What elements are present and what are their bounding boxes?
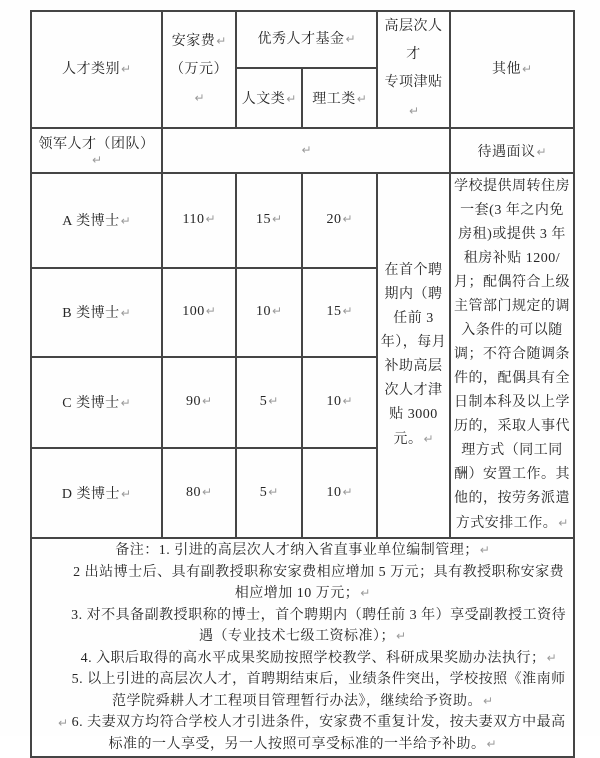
- header-settling-fee: [162, 11, 236, 128]
- doctor-c-humanities: [236, 357, 302, 447]
- doctor-a-category: [31, 173, 162, 268]
- talent-policy-table: [30, 10, 575, 758]
- paragraph-mark-icon: ↵: [342, 484, 353, 499]
- header-humanities: [236, 68, 302, 128]
- note-text-6: 6. 夫妻双方均符合学校人才引进条件，安家费不重复计发，按夫妻双方中最高标准的一人享受，另一人按照可享受标准的一半给予补助。: [71, 715, 566, 752]
- paragraph-mark-icon: ↵: [482, 693, 494, 708]
- header-subsidy: [377, 11, 450, 128]
- header-settling-fee-line2: （万元）: [170, 61, 228, 77]
- notes-prefix: 备注：: [115, 543, 159, 558]
- notes-row: [31, 538, 574, 757]
- note-text-2: 2 出站博士后、具有副教授职称安家费相应增加 5 万元；具有教授职称安家费相应增加 10 万元；: [73, 564, 565, 601]
- paragraph-mark-icon: ↵: [342, 304, 353, 319]
- paragraph-mark-icon: ↵: [360, 586, 371, 600]
- table-row-doctor-a: [31, 173, 574, 268]
- paragraph-mark-icon: ↵: [342, 394, 353, 409]
- paragraph-mark-icon: ↵: [216, 33, 227, 48]
- paragraph-mark-icon: ↵: [486, 736, 497, 751]
- paragraph-mark-icon: ↵: [521, 62, 533, 76]
- note-item-2: [34, 562, 571, 605]
- doctor-d-category-label: D 类博士: [61, 486, 121, 502]
- paragraph-mark-icon: ↵: [558, 516, 569, 530]
- header-excellent-fund-label: 优秀人才基金: [257, 32, 345, 48]
- doctor-c-settling-fee: [162, 357, 236, 447]
- leader-label-cell: [31, 128, 162, 173]
- note-text-1: 1. 引进的高层次人才纳入省直事业单位编制管理；: [158, 543, 479, 558]
- note-item-4: [34, 648, 571, 670]
- doctor-c-category-label: C 类博士: [62, 396, 120, 412]
- doctor-d-settling-fee: [162, 448, 236, 538]
- trailing-paragraph-mark: [57, 714, 68, 732]
- header-other-label: 其他: [491, 62, 521, 77]
- paragraph-mark-icon: ↵: [536, 144, 547, 159]
- paragraph-mark-icon: ↵: [194, 90, 205, 105]
- paragraph-mark-icon: ↵: [121, 486, 132, 501]
- doctor-a-science: [302, 173, 377, 268]
- paragraph-mark-icon: ↵: [58, 716, 69, 730]
- leader-treatment: 待遇面议: [477, 144, 536, 160]
- note-item-6: [34, 712, 571, 755]
- doctor-c-humanities-value: 5: [259, 394, 268, 410]
- paragraph-mark-icon: ↵: [91, 152, 103, 167]
- note-text-5: 5. 以上引进的高层次人才，首聘期结束后，业绩条件突出，学校按照《淮南师范学院舜耕人才工程项目管理暂行办法》，继续给予资助。: [71, 672, 566, 709]
- doctor-d-settling-fee-value: 80: [185, 484, 201, 500]
- paragraph-mark-icon: ↵: [395, 629, 407, 643]
- note-text-4: 4. 入职后取得的高水平成果奖励按照学校教学、科研成果奖励办法执行；: [80, 650, 546, 666]
- doctor-d-humanities-value: 5: [259, 484, 268, 500]
- note-item-1: [34, 540, 571, 562]
- paragraph-mark-icon: ↵: [120, 62, 132, 76]
- note-item-5: [34, 669, 571, 712]
- header-subsidy-line2: 专项津贴: [384, 75, 443, 90]
- paragraph-mark-icon: ↵: [408, 104, 420, 118]
- doctor-b-humanities-value: 10: [255, 304, 271, 320]
- doctor-b-humanities: [236, 268, 302, 357]
- paragraph-mark-icon: ↵: [271, 212, 283, 227]
- doctor-b-science-value: 15: [326, 304, 342, 320]
- doctor-c-category: [31, 357, 162, 447]
- doctor-b-settling-fee-value: 100: [182, 304, 205, 320]
- notes-cell: [31, 538, 574, 757]
- doctor-d-category: [31, 448, 162, 538]
- doctor-c-science: [302, 357, 377, 447]
- paragraph-mark-icon: ↵: [120, 396, 131, 411]
- paragraph-mark-icon: ↵: [271, 304, 283, 319]
- leader-row: [31, 128, 574, 173]
- paragraph-mark-icon: ↵: [268, 484, 279, 499]
- paragraph-mark-icon: ↵: [201, 484, 213, 499]
- paragraph-mark-icon: ↵: [479, 543, 490, 557]
- doctor-a-science-value: 20: [326, 212, 342, 228]
- doctor-b-category-label: B 类博士: [62, 306, 120, 322]
- paragraph-mark-icon: ↵: [201, 394, 213, 409]
- doctor-a-humanities-value: 15: [255, 212, 271, 228]
- subsidy-merged-cell: [377, 173, 450, 538]
- header-excellent-fund: [236, 11, 377, 68]
- doctor-d-science-value: 10: [326, 484, 342, 500]
- header-row-1: [31, 11, 574, 68]
- header-humanities-label: 人文类: [241, 92, 286, 108]
- paragraph-mark-icon: ↵: [120, 306, 131, 321]
- header-settling-fee-line1: 安家费: [171, 33, 216, 49]
- leader-label: 领军人才（团队）: [38, 136, 155, 152]
- note-item-3: [34, 605, 571, 648]
- other-merged-cell: [450, 173, 574, 538]
- doctor-a-humanities: [236, 173, 302, 268]
- doctor-c-settling-fee-value: 90: [185, 394, 201, 410]
- header-talent-category-label: 人才类别: [61, 62, 120, 77]
- paragraph-mark-icon: ↵: [423, 432, 434, 446]
- doctor-b-science: [302, 268, 377, 357]
- paragraph-mark-icon: ↵: [345, 32, 356, 47]
- doctor-c-science-value: 10: [326, 394, 342, 410]
- paragraph-mark-icon: ↵: [342, 212, 353, 227]
- paragraph-mark-icon: ↵: [286, 92, 297, 107]
- paragraph-mark-icon: ↵: [120, 214, 131, 229]
- note-text-3: 3. 对不具备副教授职称的博士，首个聘期内（聘任前 3 年）享受副教授工资待遇（专业技术七级工资标准）；: [71, 607, 567, 644]
- header-subsidy-line1: 高层次人才: [384, 19, 443, 62]
- leader-treatment-cell: [450, 128, 574, 173]
- doctor-b-settling-fee: [162, 268, 236, 357]
- paragraph-mark-icon: ↵: [546, 650, 557, 665]
- doctor-b-category: [31, 268, 162, 357]
- other-text: 学校提供周转住房一套(3 年之内免房租)或提供 3 年租房补贴 1200/月；配偶符合上级主管部门规定的调入条件的可以随调；不符合随调条件的，配偶具有全日制本科及以上学历的，采取人事代理方式（同工同酬）安置工作。其他的，按劳务派遣方式安排工作。: [454, 179, 570, 531]
- leader-merged-empty-cell: [162, 128, 450, 173]
- doctor-a-settling-fee: [162, 173, 236, 268]
- paragraph-mark-icon: ↵: [301, 142, 312, 157]
- paragraph-mark-icon: ↵: [205, 304, 216, 319]
- doctor-a-category-label: A 类博士: [62, 214, 120, 230]
- paragraph-mark-icon: ↵: [205, 212, 216, 227]
- paragraph-mark-icon: ↵: [356, 92, 367, 107]
- doctor-d-humanities: [236, 448, 302, 538]
- header-talent-category: [31, 11, 162, 128]
- paragraph-mark-icon: ↵: [268, 394, 279, 409]
- header-science: [302, 68, 377, 128]
- header-other: [450, 11, 574, 128]
- subsidy-text: 在首个聘期内（聘任前 3 年），每月补助高层次人才津贴 3000 元。: [380, 263, 447, 447]
- header-science-label: 理工类: [312, 92, 356, 108]
- doctor-d-science: [302, 448, 377, 538]
- doctor-a-settling-fee-value: 110: [182, 212, 205, 228]
